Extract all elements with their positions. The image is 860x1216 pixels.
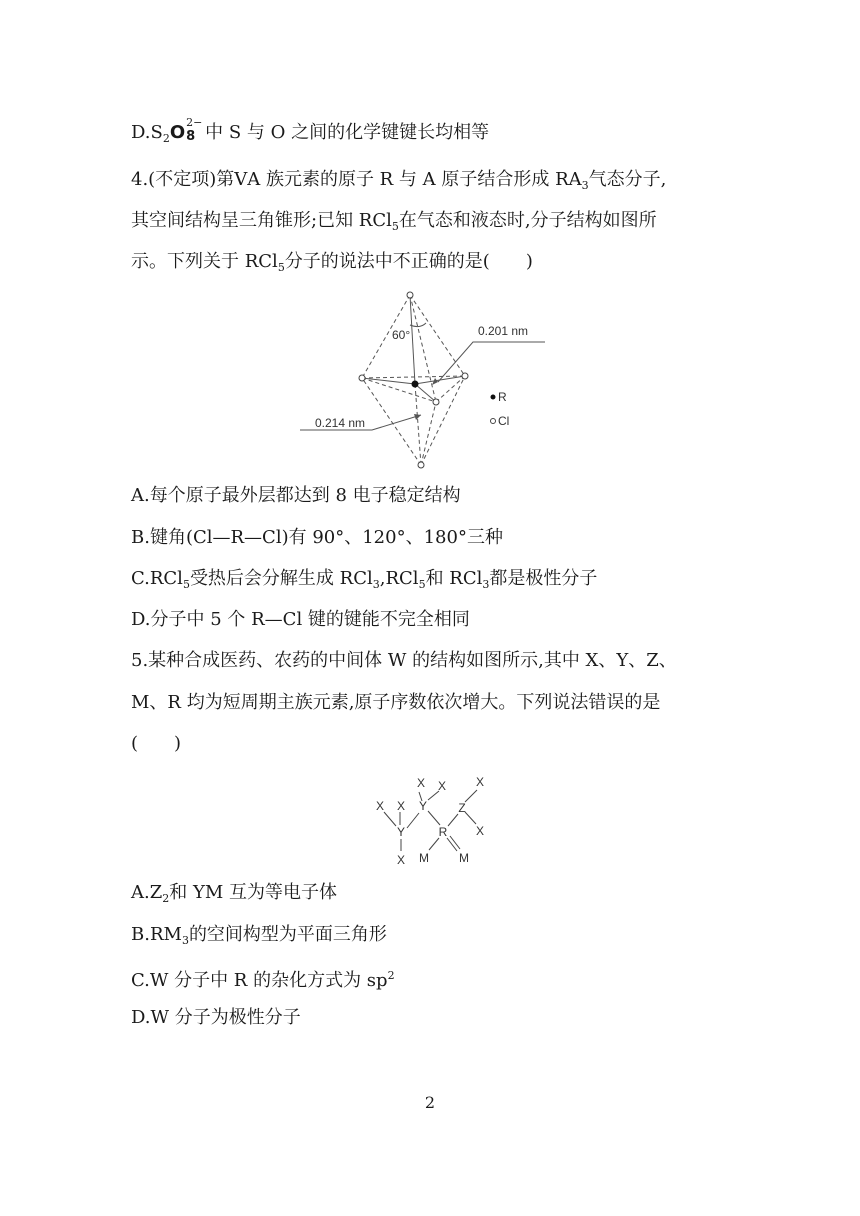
page-number: 2 (424, 1093, 436, 1112)
bond-eq-front (415, 384, 436, 402)
q5-option-a: $A.Z_2$和 YM 互为等电子体 (131, 882, 337, 905)
atom-m-2: M (459, 851, 469, 865)
atom-z: Z (458, 801, 466, 815)
rcl5-structure-diagram (280, 285, 560, 475)
legend-r-marker (491, 395, 496, 400)
atom-cl-right (462, 373, 468, 379)
q4-stem-line-2: 其空间结构呈三角锥形;已知 RCl$_5$在气态和液态时,分子结构如图所 (131, 210, 657, 233)
atom-cl-bottom (418, 462, 424, 468)
atom-y-1: Y (418, 799, 428, 813)
angle-arc (410, 323, 426, 327)
atom-x-5: X (396, 799, 406, 813)
atom-r (412, 381, 419, 388)
q4-option-d: D.分子中 5 个 R—Cl 键的键能不完全相同 (131, 609, 470, 630)
atom-cl-left (359, 375, 365, 381)
atom-r: R (438, 825, 448, 839)
atom-x-4: X (375, 799, 385, 813)
q3-option-d: $D.S_2O$ 2− 8 中 S 与 O 之间的化学键键长均相等 (131, 116, 490, 145)
atom-x-3: X (475, 775, 485, 789)
atom-cl-top (407, 292, 413, 298)
legend-cl-marker (491, 419, 496, 424)
q4-stem-line-3: 示。下列关于 RCl$_5$分子的说法中不正确的是( ) (131, 251, 533, 274)
formula-o: O (169, 122, 186, 143)
q5-stem-line-2: M、R 均为短周期主族元素,原子序数依次增大。下列说法错误的是 (131, 692, 661, 713)
atom-x-6: X (475, 824, 485, 838)
q5-stem-line-3: ( ) (131, 733, 182, 754)
q5-option-c: C.W 分子中 R 的杂化方式为 $sp^2$ (131, 969, 395, 991)
q5-stem-line-1: 5.某种合成医药、农药的中间体 W 的结构如图所示,其中 X、Y、Z、 (131, 650, 677, 671)
atom-y-2: Y (396, 825, 406, 839)
q4-stem-line-1: 4.(不定项)第ⅤA 族元素的原子 R 与 A 原子结合形成 $RA_3$气态分子, (131, 169, 667, 192)
length-label-0201: 0.201 nm (478, 324, 529, 338)
bond-axial-top (410, 295, 415, 384)
q4-option-c: C.RCl$_5$受热后会分解生成 RCl$_3$,RCl$_5$和 RCl$_3$都是极性分子 (131, 568, 598, 591)
q5-option-b: $B.RM_3$的空间构型为平面三角形 (131, 924, 387, 947)
legend-cl-label: Cl (498, 414, 510, 428)
q4-option-a: A.每个原子最外层都达到 8 电子稳定结构 (131, 485, 461, 506)
atom-x-7: X (396, 853, 406, 867)
q5-option-d: D.W 分子为极性分子 (131, 1007, 301, 1028)
w-structure-diagram (360, 768, 510, 870)
length-label-0214: 0.214 nm (315, 416, 366, 430)
atom-x-2: X (437, 779, 447, 793)
legend-r-label: R (498, 390, 507, 404)
q4-option-b: B.键角(Cl—R—Cl)有 90°、120°、180°三种 (131, 527, 503, 548)
atom-m-1: M (419, 851, 429, 865)
angle-label: 60° (392, 328, 411, 342)
atom-cl-front (433, 399, 439, 405)
atom-x-1: X (416, 776, 426, 790)
